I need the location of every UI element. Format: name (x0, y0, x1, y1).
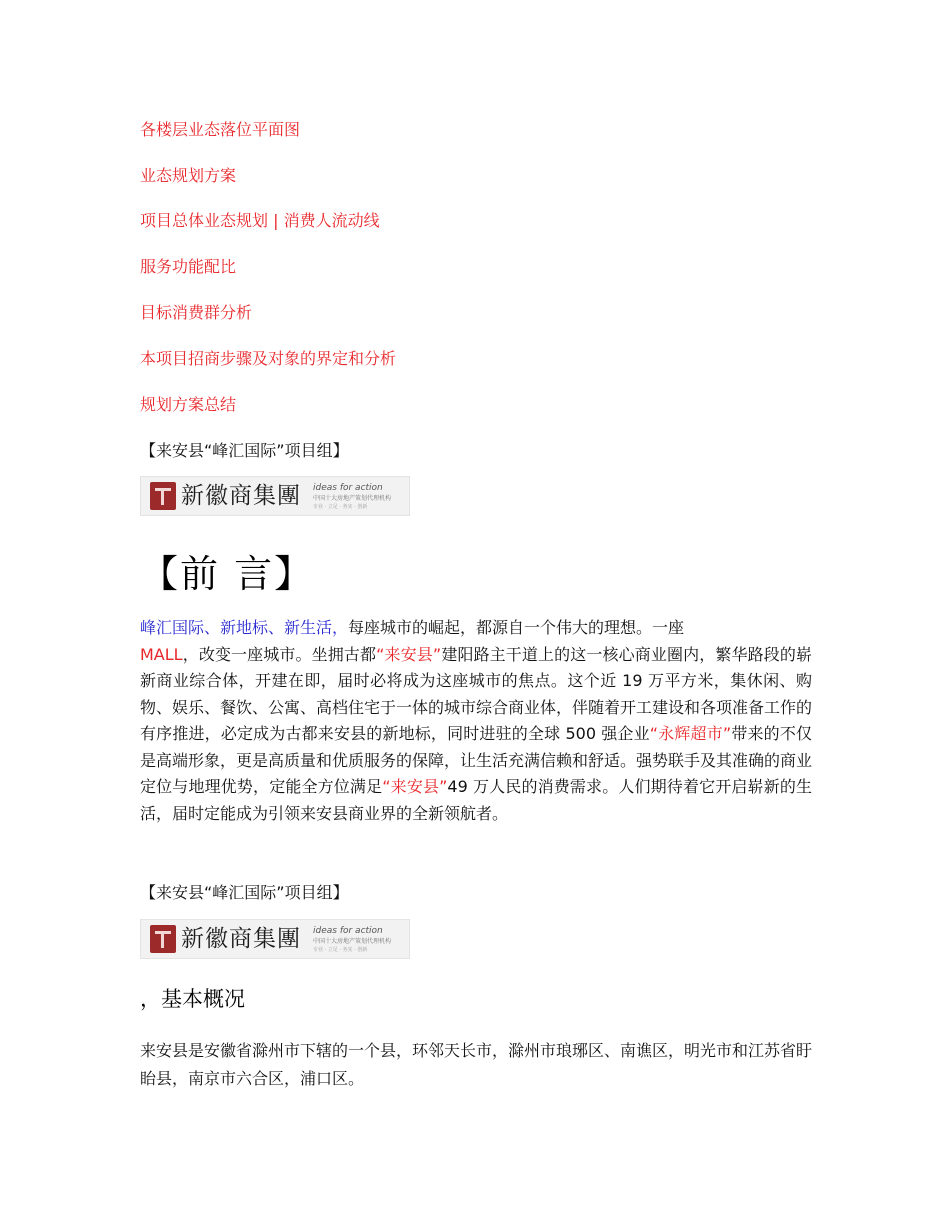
logo-tagline: ideas for action (313, 926, 383, 936)
toc-item-service-ratio: 服务功能配比 (140, 257, 237, 276)
toc-item-plan-summary: 规划方案总结 (140, 395, 237, 414)
logo-name: 新徽商集團 (181, 483, 301, 509)
company-logo (140, 919, 410, 959)
preface-title: 【前 言】 (140, 552, 315, 596)
logo-subline-secondary: 专业 · 立足 · 务实 · 创新 (313, 947, 368, 953)
preface-text: 每座城市的崛起，都源自一个伟大的理想。一座 (348, 618, 685, 637)
toc-item-overall-planning: 项目总体业态规划 | 消费人流动线 (140, 211, 380, 230)
logo-subline: 中国十大房地产策划代理机构 (313, 495, 392, 502)
overview-paragraph: 来安县是安徽省滁州市下辖的一个县，环邻天长市，滁州市琅琊区、南谯区，明光市和江苏省盱眙县，南京市六合区，浦口区。 (140, 1041, 813, 1088)
toc-item-business-plan: 业态规划方案 (140, 166, 237, 185)
preface-text: 建阳路主干道上的这一核心商业圈内，繁华路段的崭新商业综合体，开建在即，届时必将成为这座城市的焦点。这个近 19 万平方米，集休闲、购物、娱乐、餐饮、公寓、高档住宅于一体的城市综合商业体，伴随着开工建设和各项准备工作的有序推进，必定成为古都来安县的新地标，同时进驻的全球 500 强企业 (140, 644, 813, 743)
overview-title: ，基本概况 (140, 987, 245, 1011)
preface-highlight-laian: “来安县” (376, 644, 442, 664)
toc-item-target-consumers: 目标消费群分析 (140, 303, 253, 322)
toc-item-leasing-steps: 本项目招商步骤及对象的界定和分析 (140, 349, 397, 368)
preface-text: ，改变一座城市。坐拥古都 (182, 644, 377, 664)
preface-text: 49 万人民的消费需求。人们期待着它开启崭新的生活，届时定能成为引领来安县商业界的全新领航者。 (140, 777, 812, 823)
logo-subline-secondary: 专业 · 立足 · 务实 · 创新 (313, 504, 368, 510)
logo-seal-icon (150, 925, 176, 953)
preface-highlight-yonghui: “永辉超市” (649, 724, 732, 743)
preface-highlight-laian: “来安县” (382, 777, 448, 796)
company-logo (140, 476, 410, 516)
logo-tagline: ideas for action (313, 483, 383, 493)
preface-paragraph (140, 615, 812, 827)
logo-subline: 中国十大房地产策划代理机构 (313, 938, 392, 945)
preface-highlight-mall: MALL (140, 644, 183, 664)
toc-item-floor-plan: 各楼层业态落位平面图 (140, 120, 301, 139)
preface-text: 带来的不仅是高端形象，更是高质量和优质服务的保障，让生活充满信赖和舒适。强势联手及其准确的商业定位与地理优势，定能全方位满足 (140, 724, 813, 796)
logo-name: 新徽商集團 (181, 926, 301, 952)
project-group-label: 【来安县“峰汇国际”项目组】 (140, 441, 349, 460)
project-group-label: 【来安县“峰汇国际”项目组】 (140, 883, 349, 902)
preface-slogan: 峰汇国际、新地标、新生活， (140, 618, 349, 637)
logo-seal-icon (150, 482, 176, 510)
